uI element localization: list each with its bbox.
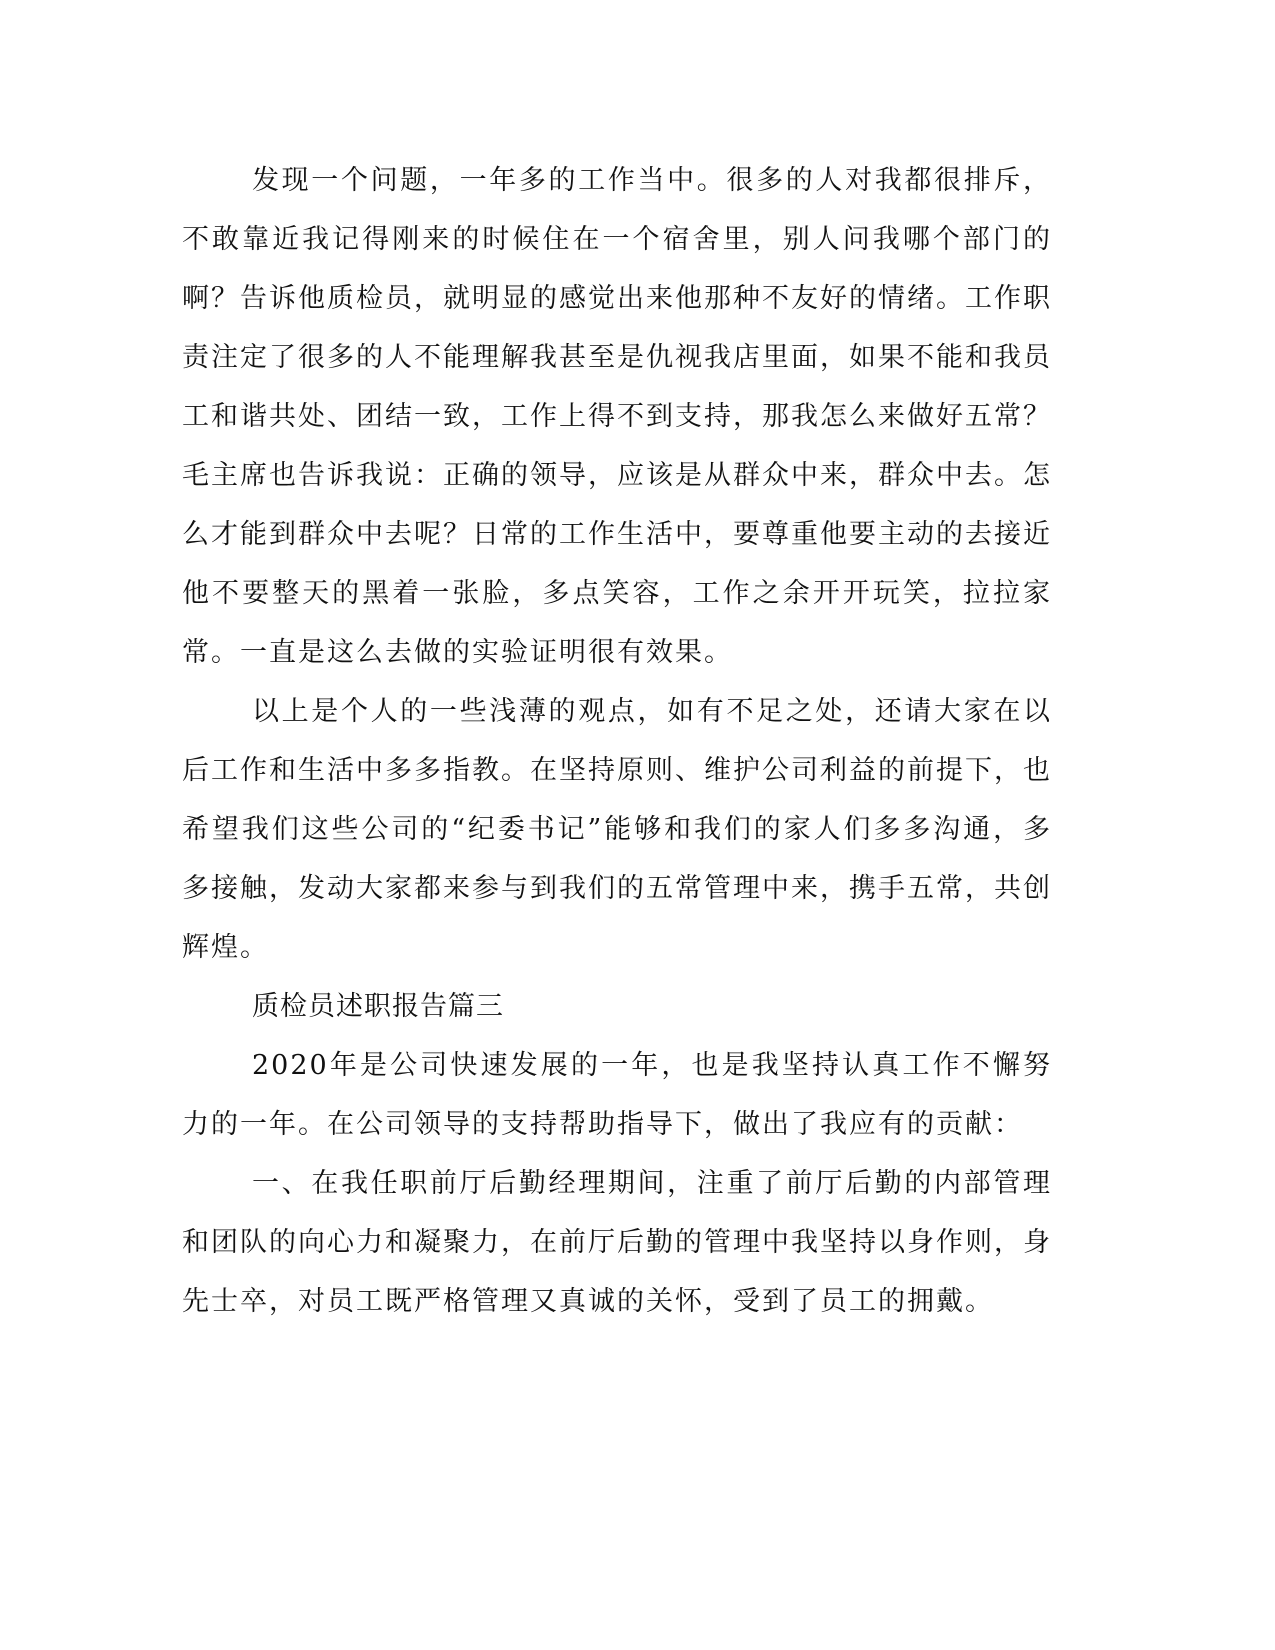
paragraph-conclusion: 以上是个人的一些浅薄的观点，如有不足之处，还请大家在以后工作和生活中多多指教。在坚持原则、维护公司利益的前提下，也希望我们这些公司的“纪委书记”能够和我们的家人们多多沟通，多多接触，发动大家都来参与到我们的五常管理中来，携手五常，共创辉煌。	[182, 696, 1052, 963]
paragraph-year-summary: 2020年是公司快速发展的一年，也是我坚持认真工作不懈努力的一年。在公司领导的支持帮助指导下，做出了我应有的贡献：	[182, 1050, 1052, 1140]
paragraph-relationships: 发现一个问题，一年多的工作当中。很多的人对我都很排斥，不敢靠近我记得刚来的时候住在一个宿舍里，别人问我哪个部门的啊？告诉他质检员，就明显的感觉出来他那种不友好的情绪。工作职责注定了很多的人不能理解我甚至是仇视我店里面，如果不能和我员工和谐共处、团结一致，工作上得不到支持，那我怎么来做好五常？毛主席也告诉我说：正确的领导，应该是从群众中来，群众中去。怎么才能到群众中去呢？日常的工作生活中，要尊重他要主动的去接近他不要整天的黑着一张脸，多点笑容，工作之余开开玩笑，拉拉家常。一直是这么去做的实验证明很有效果。	[182, 165, 1052, 668]
section-heading: 质检员述职报告篇三	[252, 991, 504, 1022]
paragraph-management: 一、在我任职前厅后勤经理期间，注重了前厅后勤的内部管理和团队的向心力和凝聚力，在前厅后勤的管理中我坚持以身作则，身先士卒，对员工既严格管理又真诚的关怀，受到了员工的拥戴。	[182, 1168, 1052, 1317]
document-body	[182, 151, 1052, 1331]
